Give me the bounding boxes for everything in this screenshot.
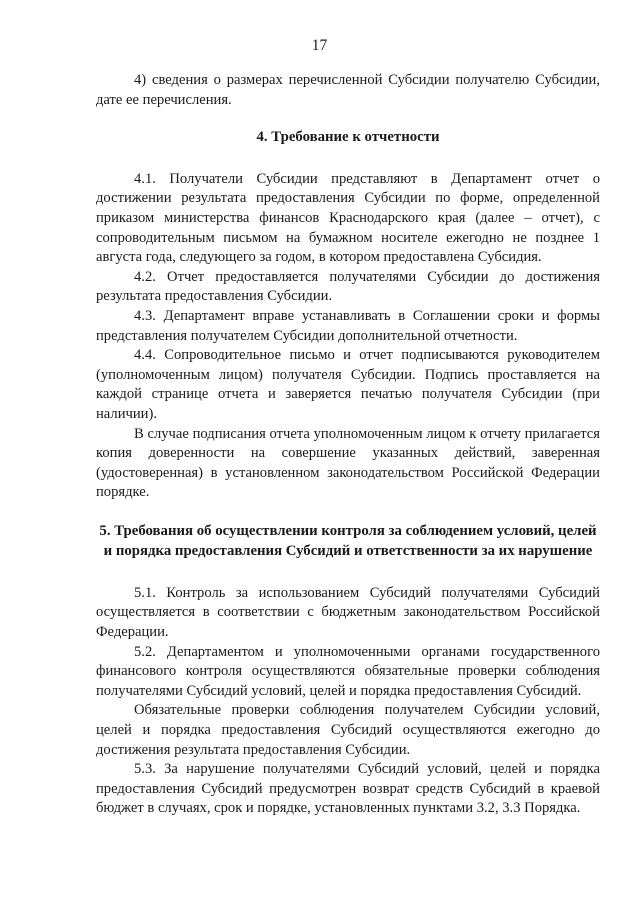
paragraph-4-3: 4.3. Департамент вправе устанавливать в Соглашении сроки и формы представления получателем Субсидии дополнительной отчетности. bbox=[96, 307, 600, 344]
paragraph-5-1: 5.1. Контроль за использованием Субсидий получателями Субсидий осуществляется в соответствии с бюджетным законодательством Российской Федерации. bbox=[96, 584, 600, 641]
paragraph-5-3: 5.3. За нарушение получателями Субсидий условий, целей и порядка предоставления Субсидий предусмотрен возврат средств Субсидий в краевой бюджет в случаях, срок и порядке, установленных пунктами 3.2, 3.3 Порядка. bbox=[96, 761, 600, 817]
paragraph-4-1: 4.1. Получатели Субсидии представляют в Департамент отчет о достижении результата предоставления Субсидии по форме, определенной приказом министерства финансов Краснодарского края (далее – отчет), с сопроводительным письмом на бумажном носителе ежегодно не позднее 1 августа года, следующего за годом, в котором предоставлена Субсидия. bbox=[96, 170, 600, 266]
paragraph-5-2: 5.2. Департаментом и уполномоченными органами государственного финансового контроля осуществляются обязательные проверки соблюдения получателями Субсидий условий, целей и порядка предоставления Субсидий. bbox=[96, 643, 600, 699]
paragraph-4-2: 4.2. Отчет предоставляется получателями Субсидии до достижения результата предоставления Субсидии. bbox=[96, 268, 600, 305]
page-number: 17 bbox=[311, 37, 328, 54]
section-5-heading: 5. Требования об осуществлении контроля за соблюдением условий, целей и порядка предоставления Субсидий и ответственности за их нарушение bbox=[99, 522, 597, 560]
document-body bbox=[96, 71, 600, 819]
paragraph-5-2-continuation: Обязательные проверки соблюдения получателем Субсидии условий, целей и порядка предоставления Субсидий осуществляются ежегодно до достижения результата предоставления Субсидии. bbox=[96, 702, 600, 758]
paragraph-item-4: 4) сведения о размерах перечисленной Субсидии получателю Субсидии, дате ее перечисления. bbox=[96, 72, 600, 108]
paragraph-4-4-continuation: В случае подписания отчета уполномоченным лицом к отчету прилагается копия доверенности на совершение указанных действий, заверенная (удостоверенная) в установленном законодательством Российской Федерации порядке. bbox=[96, 425, 600, 501]
section-4-heading: 4. Требование к отчетности bbox=[256, 129, 440, 146]
paragraph-4-4: 4.4. Сопроводительное письмо и отчет подписываются руководителем (уполномоченным лицом) получателя Субсидии. Подпись проставляется на каждой странице отчета и заверяется печатью получателя Субсидии (при наличии). bbox=[96, 347, 600, 422]
